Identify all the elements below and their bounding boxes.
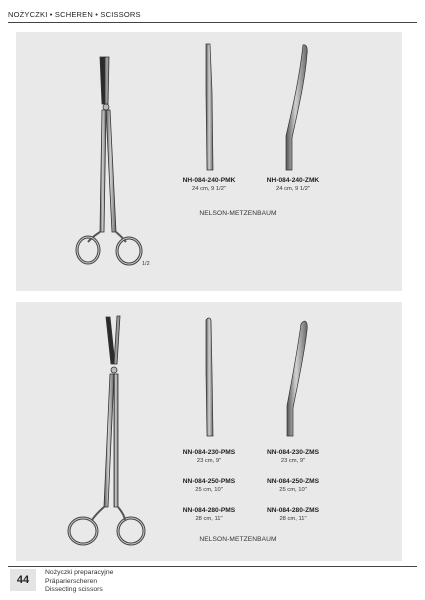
curved-tip-icon	[287, 321, 307, 436]
product-code: NN-084-230-PMS	[182, 449, 236, 456]
footer-line-polish: Nożyczki preparacyjne	[45, 569, 114, 576]
product-size: 25 cm, 10"	[195, 487, 223, 493]
product-size: 28 cm, 11"	[195, 516, 223, 522]
product-code: NH-084-240-PMK	[182, 177, 236, 184]
product-size: 24 cm, 9 1/2"	[192, 186, 226, 192]
product-size: 24 cm, 9 1/2"	[276, 186, 310, 192]
product-size: 23 cm, 9"	[280, 458, 306, 464]
scissors-illustrations	[16, 32, 402, 291]
scale-label: 1/2	[142, 261, 150, 267]
product-size: 25 cm, 10"	[279, 487, 307, 493]
product-panel-nn	[16, 302, 402, 561]
product-code: NN-084-230-ZMS	[266, 449, 320, 456]
product-size: 23 cm, 9"	[196, 458, 222, 464]
product-code: NN-084-250-PMS	[182, 478, 236, 485]
product-code: NH-084-240-ZMK	[266, 177, 320, 184]
header-divider	[8, 22, 417, 23]
footer-line-english: Dissecting scissors	[45, 586, 103, 594]
straight-tip-icon	[206, 44, 213, 170]
footer-line-german: Präparierscheren	[45, 577, 98, 585]
scissors-full-view-icon	[69, 316, 144, 544]
product-family-name: NELSON-METZENBAUM	[199, 536, 277, 543]
product-code: NN-084-280-PMS	[182, 507, 236, 514]
product-size: 28 cm, 11"	[279, 516, 307, 522]
page-number: 44	[10, 569, 36, 591]
page-header-category: NOŻYCZKI • SCHEREN • SCISSORS	[8, 10, 141, 19]
product-code: NN-084-280-ZMS	[266, 507, 320, 514]
straight-tip-icon	[206, 318, 213, 436]
scissors-illustrations	[16, 302, 402, 561]
footer-caption	[45, 569, 113, 595]
scissors-full-view-icon	[77, 57, 141, 264]
curved-tip-icon	[286, 45, 307, 170]
product-panel-nh	[16, 32, 402, 291]
product-family-name: NELSON-METZENBAUM	[199, 210, 277, 217]
product-code: NN-084-250-ZMS	[266, 478, 320, 485]
footer-divider	[8, 566, 417, 567]
